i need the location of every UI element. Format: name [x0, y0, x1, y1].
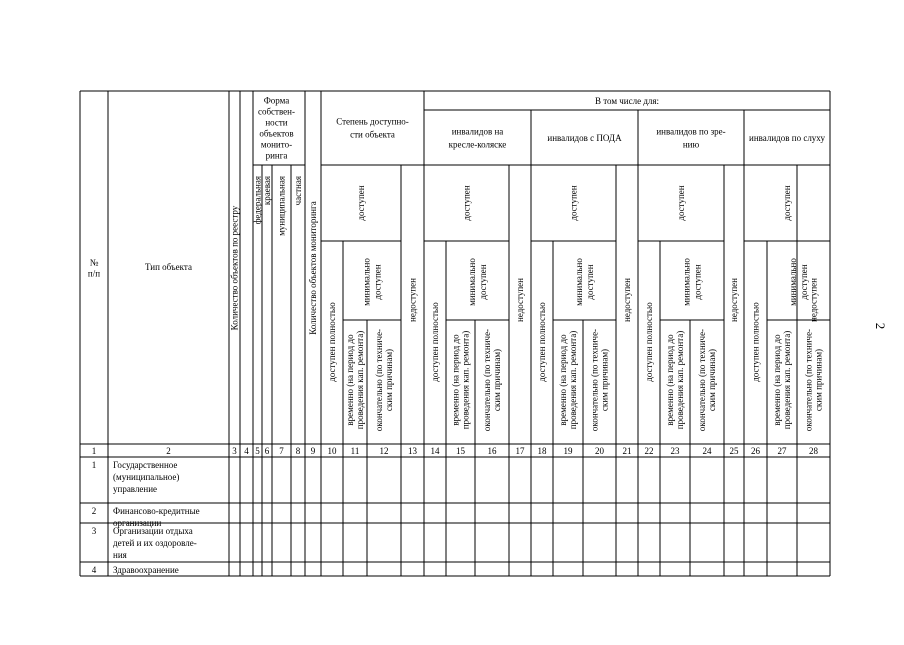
group-header-vision: инвалидов по зре- — [656, 126, 726, 137]
column-number: 3 — [232, 446, 237, 456]
permanent-label: ским причинам) — [813, 348, 824, 412]
temporary-label: проведения кап. ремонта) — [568, 330, 578, 430]
accessibility-header: сти объекта — [350, 129, 395, 140]
column-number: 28 — [809, 446, 818, 456]
column-number: 19 — [563, 446, 573, 456]
permanent-label: ским причинам) — [707, 348, 717, 412]
row-number: 4 — [91, 565, 97, 575]
permanent-label: окончательно (по техниче- — [589, 328, 600, 432]
column-number: 16 — [487, 446, 497, 456]
minimal-accessible-label: доступен — [372, 264, 383, 300]
inaccessible-label: недоступен — [622, 278, 632, 322]
registry-count-header: Количество объектов по реестру — [229, 205, 240, 331]
group-header-musculoskeletal: инвалидов с ПОДА — [547, 133, 622, 143]
column-number: 21 — [622, 446, 632, 456]
ownership-header: объектов — [259, 128, 294, 139]
accessible-label: доступен — [782, 185, 792, 221]
fully-accessible-label: доступен полностью — [327, 302, 337, 382]
group-header-vision: нию — [682, 139, 700, 150]
column-number: 20 — [595, 446, 604, 456]
column-number: 26 — [751, 446, 760, 456]
including-for-header: В том числе для: — [594, 96, 660, 106]
row-object-type: Финансово-кредитные — [113, 506, 200, 516]
accessible-label: доступен — [356, 185, 366, 221]
ownership-header: ности — [265, 117, 288, 128]
ownership-header: монито- — [260, 139, 293, 150]
column-number: 18 — [537, 446, 547, 456]
column-number: 7 — [279, 446, 284, 456]
fully-accessible-label: доступен полностью — [750, 302, 761, 382]
minimal-accessible-label: минимально — [681, 258, 692, 306]
permanent-label: ским причинам) — [384, 348, 394, 412]
column-number: 24 — [702, 446, 712, 456]
accessible-label: доступен — [461, 185, 472, 221]
column-number: 22 — [644, 446, 654, 456]
ownership-type-2: краевая — [262, 176, 272, 206]
temporary-label: временно (на период до — [772, 334, 782, 426]
temporary-label: проведения кап. ремонта) — [675, 330, 685, 430]
minimal-accessible-label: минимально — [361, 258, 372, 306]
ownership-header: Форма — [263, 95, 290, 106]
column-number: 25 — [729, 446, 739, 456]
temporary-label: временно (на период до — [450, 334, 461, 426]
accessible-label: доступен — [676, 185, 686, 221]
row-number-header: п/п — [87, 268, 101, 279]
page-number: 2 — [873, 322, 888, 330]
column-number: 8 — [295, 446, 301, 456]
ownership-type-3: муниципальная — [276, 176, 287, 236]
permanent-label: ским причинам) — [492, 348, 502, 412]
column-number: 15 — [456, 446, 465, 456]
permanent-label: ским причинам) — [599, 348, 610, 412]
fully-accessible-label: доступен полностью — [430, 302, 440, 382]
inaccessible-label: недоступен — [407, 278, 418, 322]
minimal-accessible-label: минимально — [467, 258, 477, 306]
column-number: 27 — [777, 446, 787, 456]
inaccessible-label: недоступен — [729, 278, 739, 322]
column-number: 11 — [350, 446, 360, 456]
ownership-header: собствен- — [257, 106, 296, 117]
temporary-label: проведения кап. ремонта) — [355, 330, 365, 430]
ownership-header: ринга — [265, 150, 288, 161]
group-header-wheelchair: кресле-коляске — [448, 139, 507, 150]
monitoring-count-header: Количество объектов мониторинга — [308, 201, 318, 335]
column-number: 5 — [255, 446, 260, 456]
minimal-accessible-label: доступен — [478, 264, 488, 300]
column-number: 14 — [430, 446, 440, 456]
row-number: 3 — [91, 526, 97, 536]
group-header-wheelchair: инвалидов на — [451, 126, 504, 137]
column-number: 4 — [244, 446, 249, 456]
temporary-label: проведения кап. ремонта) — [782, 330, 792, 430]
minimal-accessible-label: доступен — [799, 264, 809, 300]
inaccessible-label: недоступен — [808, 278, 819, 322]
minimal-accessible-label: минимально — [574, 258, 584, 306]
permanent-label: окончательно (по техниче- — [482, 328, 492, 432]
group-header-hearing: инвалидов по слуху — [749, 133, 825, 143]
column-number: 10 — [327, 446, 337, 456]
column-number: 9 — [310, 446, 316, 456]
row-object-type: управление — [113, 484, 158, 494]
column-number: 13 — [408, 446, 417, 456]
row-object-type: ния — [113, 550, 127, 560]
temporary-label: временно (на период до — [558, 334, 568, 426]
column-number: 1 — [91, 446, 97, 456]
permanent-label: окончательно (по техниче- — [697, 328, 707, 432]
ownership-type-4: частная — [293, 176, 303, 206]
minimal-accessible-label: доступен — [692, 264, 703, 300]
temporary-label: временно (на период до — [665, 334, 675, 426]
minimal-accessible-label: доступен — [585, 264, 595, 300]
accessibility-header: Степень доступно- — [336, 116, 409, 127]
row-object-type: Государственное — [113, 460, 178, 470]
row-object-type: организации — [113, 518, 162, 528]
column-number: 17 — [515, 446, 525, 456]
column-number: 6 — [264, 446, 270, 456]
minimal-accessible-label: минимально — [788, 258, 798, 306]
permanent-label: окончательно (по техниче- — [803, 328, 814, 432]
temporary-label: временно (на период до — [345, 334, 355, 426]
fully-accessible-label: доступен полностью — [537, 302, 547, 382]
object-type-header: Тип объекта — [145, 262, 192, 272]
ownership-type-1: федеральная — [252, 176, 263, 225]
row-object-type: детей и их оздоровле- — [113, 538, 197, 548]
row-number: 1 — [91, 460, 97, 470]
fully-accessible-label: доступен полностью — [644, 302, 654, 382]
permanent-label: окончательно (по техниче- — [374, 328, 384, 432]
row-number-header: № — [89, 257, 99, 268]
column-number: 12 — [379, 446, 389, 456]
column-number: 2 — [166, 446, 171, 456]
row-object-type: Организации отдыха — [113, 526, 193, 536]
row-object-type: Здравоохранение — [113, 565, 179, 575]
row-object-type: (муниципальное) — [113, 472, 180, 482]
column-number: 23 — [670, 446, 680, 456]
inaccessible-label: недоступен — [515, 278, 525, 322]
temporary-label: проведения кап. ремонта) — [460, 330, 471, 430]
row-number: 2 — [91, 506, 97, 516]
accessible-label: доступен — [568, 185, 579, 221]
